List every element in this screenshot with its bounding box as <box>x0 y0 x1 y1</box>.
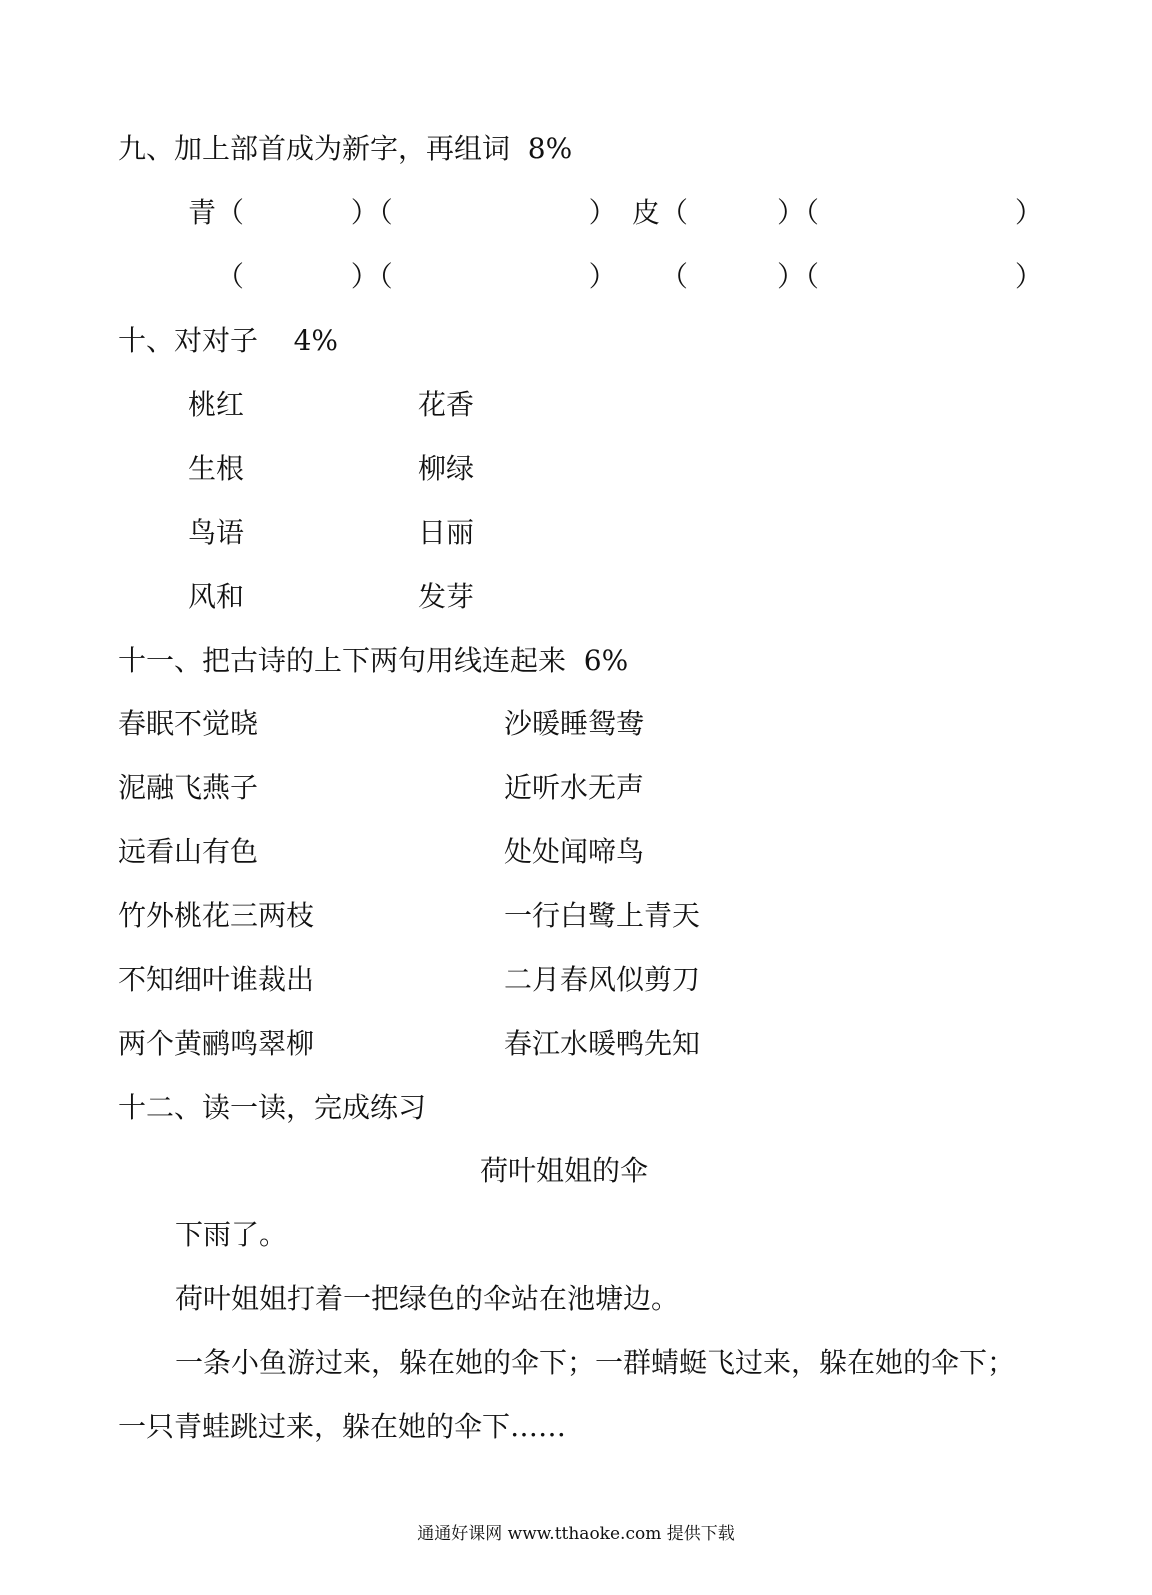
couplet-left: 风和 <box>188 580 245 613</box>
story-paragraph: 下雨了。 <box>175 1218 288 1251</box>
couplet-right: 花香 <box>418 388 475 421</box>
couplet-left: 鸟语 <box>188 516 245 549</box>
story-paragraph: 荷叶姐姐打着一把绿色的伞站在池塘边。 <box>175 1282 680 1315</box>
poem-line-left: 春眠不觉晓 <box>118 707 259 740</box>
fill-blank-qing: 青（ ）（ ） <box>188 196 617 229</box>
section-10-title: 十、对对子 4% <box>118 324 339 357</box>
couplet-right: 日丽 <box>418 516 475 549</box>
section-9-title: 九、加上部首成为新字，再组词 8% <box>118 132 573 165</box>
story-paragraph-continued: 一只青蛙跳过来，躲在她的伞下…… <box>118 1410 567 1443</box>
story-title: 荷叶姐姐的伞 <box>480 1154 649 1187</box>
fill-blank-pi-2: （ ）（ ） <box>660 260 1043 293</box>
poem-line-right: 沙暖睡鸳鸯 <box>504 707 645 740</box>
story-paragraph: 一条小鱼游过来，躲在她的伞下；一群蜻蜓飞过来，躲在她的伞下； <box>175 1346 1016 1379</box>
section-12-title: 十二、读一读，完成练习 <box>118 1091 427 1124</box>
section-11-title: 十一、把古诗的上下两句用线连起来 6% <box>118 644 629 677</box>
page-footer: 通通好课网 www.tthaoke.com 提供下载 <box>417 1524 735 1544</box>
poem-line-left: 远看山有色 <box>118 835 259 868</box>
poem-line-left: 泥融飞燕子 <box>118 771 259 804</box>
fill-blank-pi: 皮（ ）（ ） <box>632 196 1043 229</box>
poem-line-left: 竹外桃花三两枝 <box>118 899 315 932</box>
poem-line-left: 不知细叶谁裁出 <box>118 963 315 996</box>
poem-line-right: 春江水暖鸭先知 <box>504 1027 701 1060</box>
couplet-left: 桃红 <box>188 388 245 421</box>
poem-line-left: 两个黄鹂鸣翠柳 <box>118 1027 315 1060</box>
poem-line-right: 处处闻啼鸟 <box>504 835 645 868</box>
poem-line-right: 近听水无声 <box>504 771 645 804</box>
couplet-right: 发芽 <box>418 580 475 613</box>
fill-blank-qing-2: （ ）（ ） <box>216 260 617 293</box>
couplet-left: 生根 <box>188 452 245 485</box>
couplet-right: 柳绿 <box>418 452 475 485</box>
poem-line-right: 一行白鹭上青天 <box>504 899 701 932</box>
poem-line-right: 二月春风似剪刀 <box>504 963 701 996</box>
